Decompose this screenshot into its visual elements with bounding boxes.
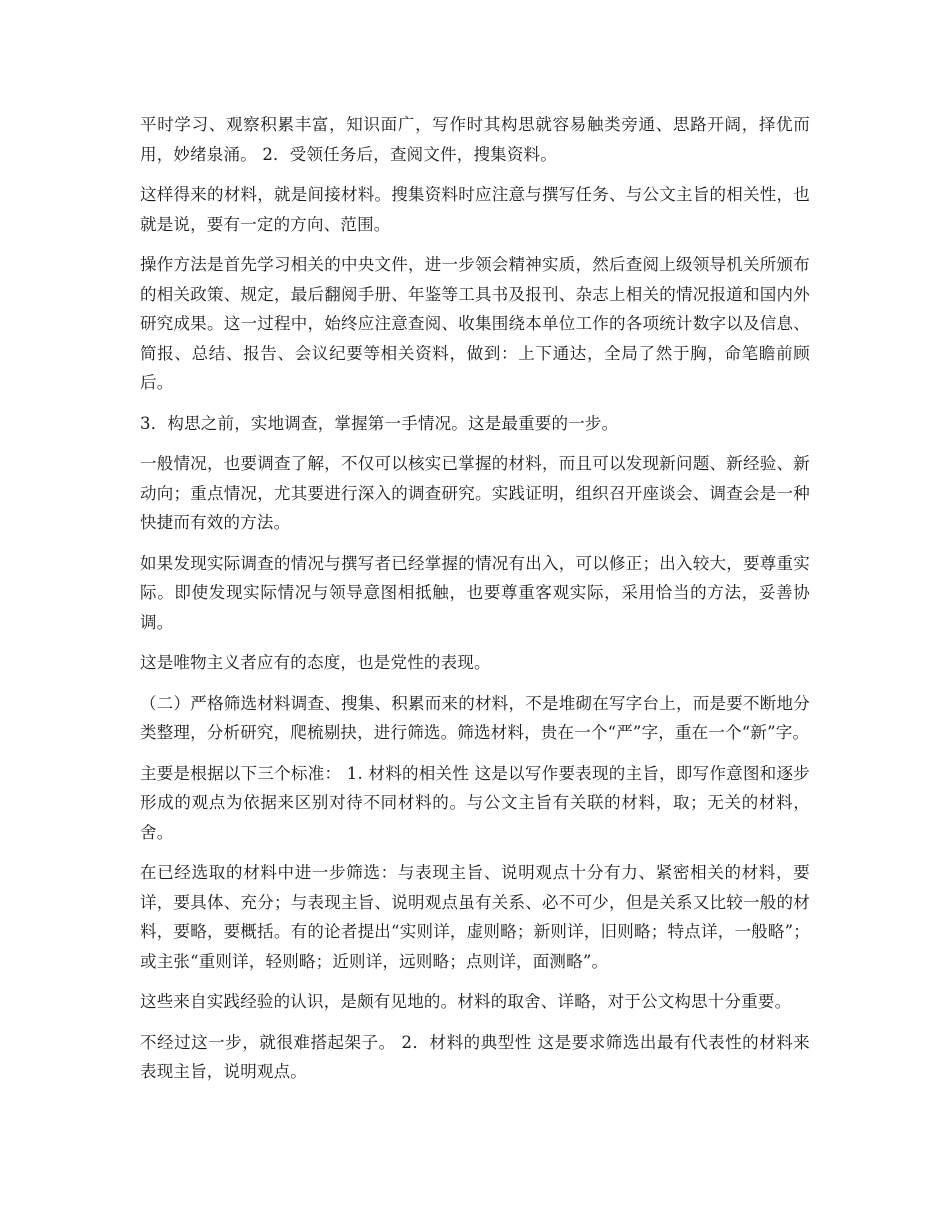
paragraph-5: 一般情况，也要调查了解，不仅可以核实已掌握的材料，而且可以发现新问题、新经验、新动向；重点情况，尤其要进行深入的调查研究。实践证明，组织召开座谈会、调查会是一种快捷而有效的方法。 [140, 454, 810, 532]
paragraph-6: 如果发现实际调查的情况与撰写者已经掌握的情况有出入，可以修正；出入较大，要尊重实际。即使发现实际情况与领导意图相抵触，也要尊重客观实际，采用恰当的方法，妥善协调。 [140, 553, 810, 632]
paragraph-4: 3．构思之前，实地调查，掌握第一手情况。这是最重要的一步。 [140, 413, 619, 433]
paragraph-8: （二）严格筛选材料调查、搜集、积累而来的材料，不是堆砌在写字台上，而是要不断地分类整理，分析研究，爬梳剔抉，进行筛选。筛选材料，贵在一个“严”字，重在一个“新”字。 [140, 693, 810, 742]
document-page [140, 110, 810, 1098]
paragraph-2: 这样得来的材料，就是间接材料。搜集资料时应注意与撰写任务、与公文主旨的相关性，也就是说，要有一定的方向、范围。 [140, 185, 810, 234]
paragraph-9: 主要是根据以下三个标准： 1. 材料的相关性 这是以写作要表现的主旨，即写作意图和逐步形成的观点为依据来区别对待不同材料的。与公文主旨有关联的材料，取；无关的材料，舍。 [140, 763, 810, 842]
paragraph-7: 这是唯物主义者应有的态度，也是党性的表现。 [140, 653, 491, 672]
paragraph-12: 不经过这一步，就很难搭起架子。 2．材料的典型性 这是要求筛选出最有代表性的材料来表现主旨，说明观点。 [140, 1032, 810, 1081]
paragraph-1: 平时学习、观察积累丰富，知识面广，写作时其构思就容易触类旁通、思路开阔，择优而用，妙绪泉涌。 2．受领任务后，查阅文件，搜集资料。 [140, 115, 810, 164]
paragraph-3: 操作方法是首先学习相关的中央文件，进一步领会精神实质，然后查阅上级领导机关所颁布的相关政策、规定，最后翻阅手册、年鉴等工具书及报刊、杂志上相关的情况报道和国内外研究成果。这一过程中，始终应注意查阅、收集围绕本单位工作的各项统计数字以及信息、简报、总结、报告、会议纪要等相关资料，做到：上下通达，全局了然于胸，命笔瞻前顾后。 [140, 255, 810, 392]
paragraph-11: 这些来自实践经验的认识，是颇有见地的。材料的取舍、详略，对于公文构思十分重要。 [140, 992, 792, 1011]
paragraph-10: 在已经选取的材料中进一步筛选：与表现主旨、说明观点十分有力、紧密相关的材料，要详，要具体、充分；与表现主旨、说明观点虽有关系、必不可少，但是关系又比较一般的材料，要略，要概括。有的论者提出“实则详，虚则略；新则详，旧则略；特点详，一般略”；或主张“重则详，轻则略；近则详，远则略；点则详，面测略”。 [140, 863, 810, 971]
